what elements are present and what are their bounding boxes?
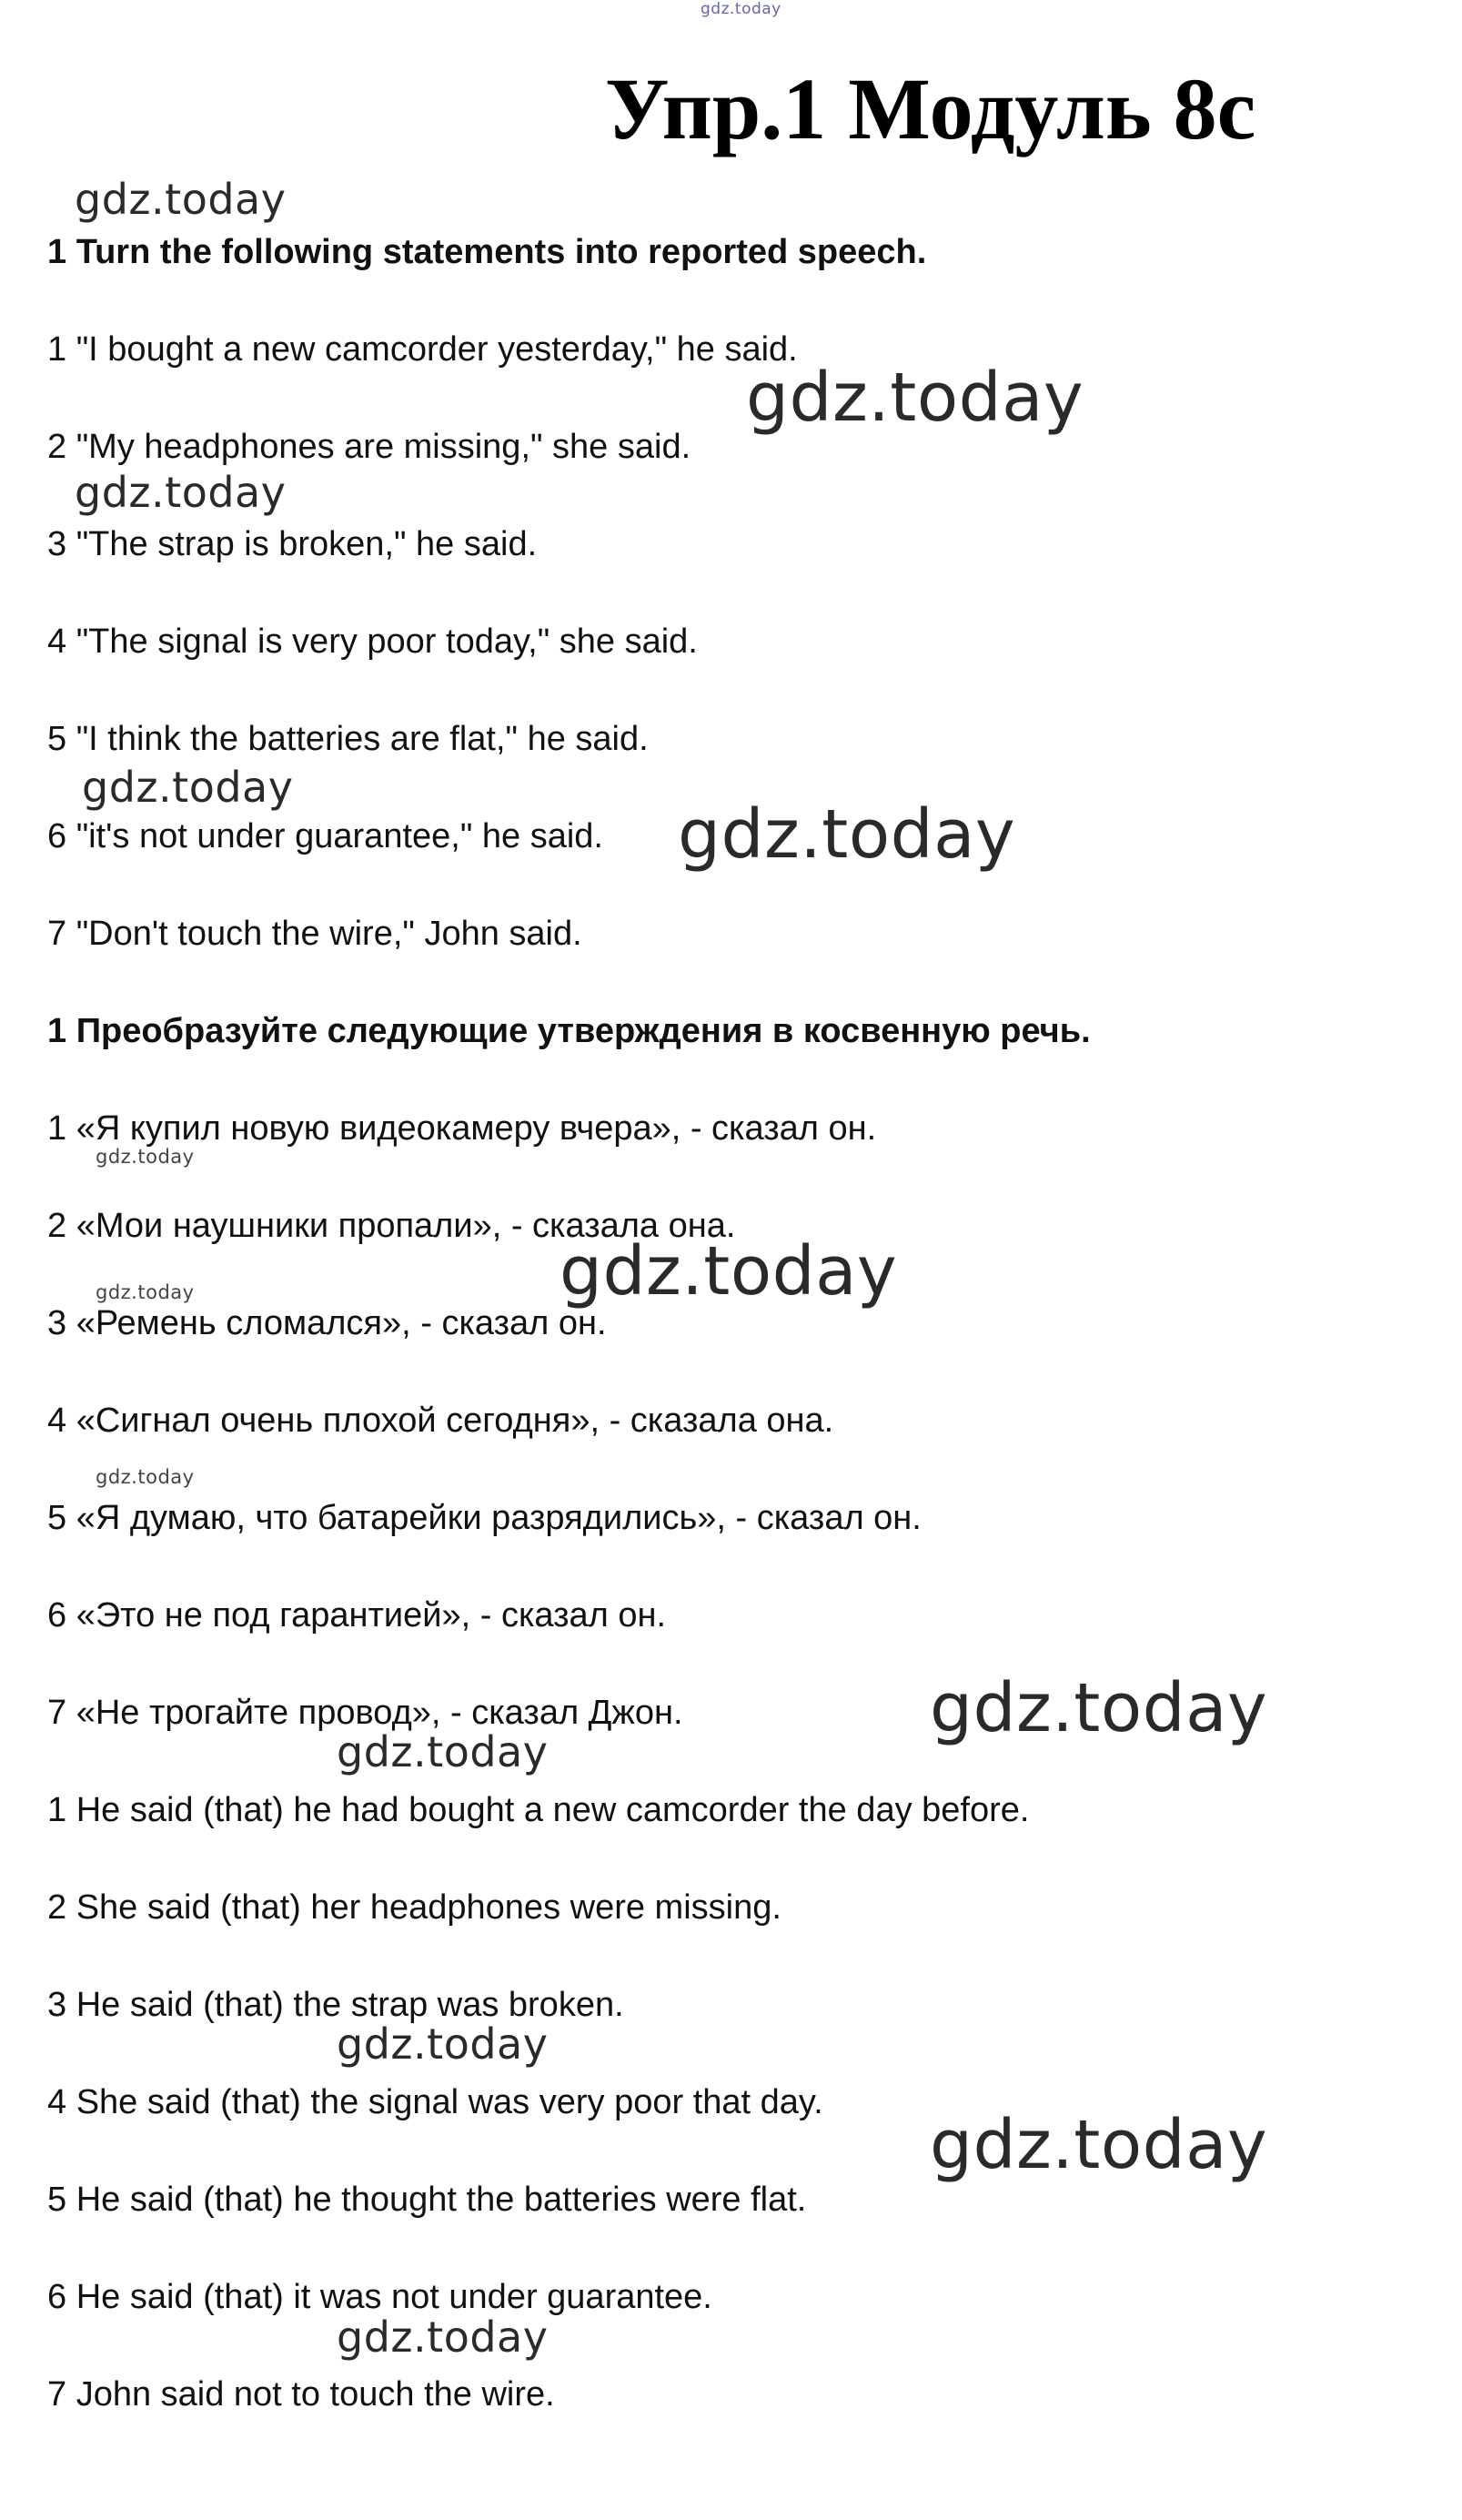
watermark: gdz.today <box>96 1146 195 1168</box>
answer-item-3: 3 He said (that) the strap was broken. <box>47 1986 624 2024</box>
answer-item-7: 7 John said not to touch the wire. <box>47 2375 555 2414</box>
watermark: gdz.today <box>746 359 1084 437</box>
english-item-2: 2 "My headphones are missing," she said. <box>47 428 691 466</box>
english-item-5: 5 "I think the batteries are flat," he said. <box>47 720 649 758</box>
answer-item-2: 2 She said (that) her headphones were missing. <box>47 1888 781 1927</box>
english-item-6: 6 "it's not under guarantee," he said. <box>47 817 603 855</box>
answer-item-5: 5 He said (that) he thought the batteries were flat. <box>47 2181 807 2219</box>
english-item-7: 7 "Don't touch the wire," John said. <box>47 915 582 953</box>
page-title: Упр.1 Модуль 8с <box>605 60 1256 157</box>
russian-item-3: 3 «Ремень сломался», - сказал он. <box>47 1304 607 1342</box>
russian-item-5: 5 «Я думаю, что батарейки разрядились», - сказал он. <box>47 1499 922 1537</box>
russian-item-4: 4 «Сигнал очень плохой сегодня», - сказала она. <box>47 1402 834 1440</box>
watermark: gdz.today <box>337 2019 549 2069</box>
english-item-3: 3 "The strap is broken," he said. <box>47 525 538 563</box>
answer-item-6: 6 He said (that) it was not under guarantee. <box>47 2278 712 2316</box>
watermark: gdz.today <box>678 795 1016 874</box>
watermark: gdz.today <box>930 2106 1268 2184</box>
watermark: gdz.today <box>75 468 287 517</box>
english-item-1: 1 "I bought a new camcorder yesterday," he said. <box>47 330 798 369</box>
russian-item-6: 6 «Это не под гарантией», - сказал он. <box>47 1596 667 1634</box>
watermark: gdz.today <box>337 2313 549 2362</box>
russian-heading: 1 Преобразуйте следующие утверждения в косвенную речь. <box>47 1012 1091 1050</box>
english-heading: 1 Turn the following statements into reported speech. <box>47 233 927 271</box>
watermark: gdz.today <box>337 1727 549 1776</box>
watermark: gdz.today <box>96 1466 195 1488</box>
answer-item-1: 1 He said (that) he had bought a new camcorder the day before. <box>47 1791 1030 1829</box>
watermark: gdz.today <box>75 175 287 224</box>
english-item-4: 4 "The signal is very poor today," she said. <box>47 622 698 661</box>
russian-item-2: 2 «Мои наушники пропали», - сказала она. <box>47 1207 736 1245</box>
russian-item-7: 7 «Не трогайте провод», - сказал Джон. <box>47 1694 683 1732</box>
watermark: gdz.today <box>930 1669 1268 1747</box>
russian-item-1: 1 «Я купил новую видеокамеру вчера», - сказал он. <box>47 1109 877 1148</box>
watermark: gdz.today <box>82 763 294 812</box>
watermark-top: gdz.today <box>701 0 781 18</box>
watermark: gdz.today <box>96 1281 195 1303</box>
watermark: gdz.today <box>560 1232 898 1311</box>
answer-item-4: 4 She said (that) the signal was very poor that day. <box>47 2083 823 2121</box>
